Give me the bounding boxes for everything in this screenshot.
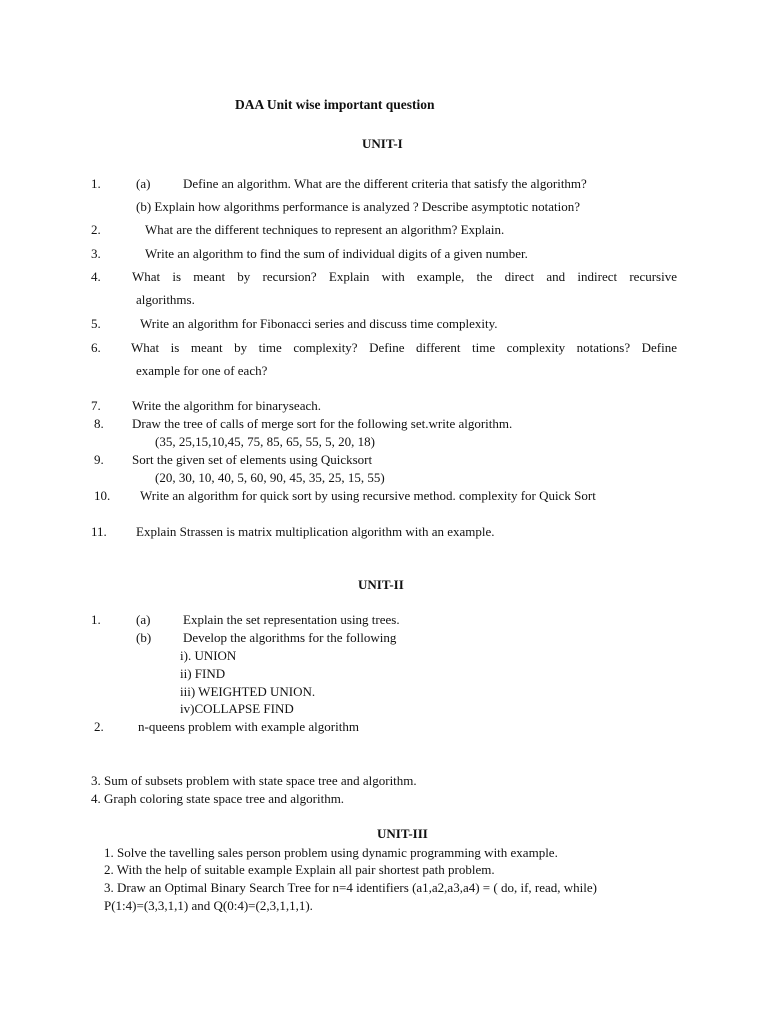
question-text: Write an algorithm to find the sum of individual digits of a given number. [145, 246, 528, 261]
document-title: DAA Unit wise important question [235, 97, 435, 112]
question-number: 9. [94, 452, 104, 467]
question-text: Write an algorithm for quick sort by using recursive method. complexity for Quick Sort [140, 488, 596, 503]
list-item: iv)COLLAPSE FIND [180, 701, 294, 716]
question-text: example for one of each? [136, 363, 268, 378]
unit-3-heading: UNIT-III [377, 826, 428, 841]
question-number: 3. [91, 246, 101, 261]
question-number: 8. [94, 416, 104, 431]
question-number: 2. [91, 222, 101, 237]
question-text: Draw the tree of calls of merge sort for the following set.write algorithm. [132, 416, 513, 431]
unit-2-heading: UNIT-II [358, 577, 404, 592]
question-number: 10. [94, 488, 111, 503]
question-number: 1. [91, 612, 101, 627]
list-item: i). UNION [180, 648, 237, 663]
unit-3-question-2: 2. With the help of suitable example Explain all pair shortest path problem. [104, 862, 495, 877]
subpart-label: (b) [136, 630, 152, 645]
question-number: 2. [94, 719, 104, 734]
question-number: 7. [91, 398, 101, 413]
question-number: 4. [91, 269, 101, 284]
subpart-label: (a) [136, 612, 151, 627]
list-item: ii) FIND [180, 666, 226, 681]
question-number: 1. [91, 176, 101, 191]
question-text: Explain Strassen is matrix multiplication algorithm with an example. [136, 524, 495, 539]
question-text: (b) Explain how algorithms performance is analyzed ? Describe asymptotic notation? [136, 199, 581, 214]
unit-2-question-3: 3. Sum of subsets problem with state space tree and algorithm. [91, 773, 417, 788]
question-text: Explain the set representation using trees. [183, 612, 400, 627]
list-item: iii) WEIGHTED UNION. [180, 684, 316, 699]
question-number: 11. [91, 524, 107, 539]
data-set: (35, 25,15,10,45, 75, 85, 65, 55, 5, 20, 18) [155, 434, 375, 449]
question-text: Define an algorithm. What are the different criteria that satisfy the algorithm? [183, 176, 587, 191]
subpart-label: (a) [136, 176, 151, 191]
question-text: n-queens problem with example algorithm [138, 719, 359, 734]
unit-2-question-4: 4. Graph coloring state space tree and algorithm. [91, 791, 345, 806]
data-set: (20, 30, 10, 40, 5, 60, 90, 45, 35, 25, 15, 55) [155, 470, 385, 485]
question-text: What are the different techniques to represent an algorithm? Explain. [145, 222, 505, 237]
question-text: Write an algorithm for Fibonacci series and discuss time complexity. [140, 316, 498, 331]
question-text: P(1:4)=(3,3,1,1) and Q(0:4)=(2,3,1,1,1). [104, 898, 313, 913]
question-text: Write the algorithm for binaryseach. [132, 398, 321, 413]
question-text: What is meant by time complexity? Define different time complexity notations? Define [131, 340, 677, 355]
question-text: algorithms. [136, 292, 195, 307]
question-text: Sort the given set of elements using Quicksort [132, 452, 373, 467]
unit-3-question-1: 1. Solve the tavelling sales person problem using dynamic programming with example. [104, 845, 558, 860]
unit-1-heading: UNIT-I [362, 136, 403, 151]
question-text: Develop the algorithms for the following [183, 630, 397, 645]
question-number: 5. [91, 316, 101, 331]
question-text: What is meant by recursion? Explain with example, the direct and indirect recursive [132, 269, 677, 284]
question-number: 6. [91, 340, 101, 355]
question-text: 3. Draw an Optimal Binary Search Tree for n=4 identifiers (a1,a2,a3,a4) = ( do, if, read, while) [104, 880, 597, 895]
